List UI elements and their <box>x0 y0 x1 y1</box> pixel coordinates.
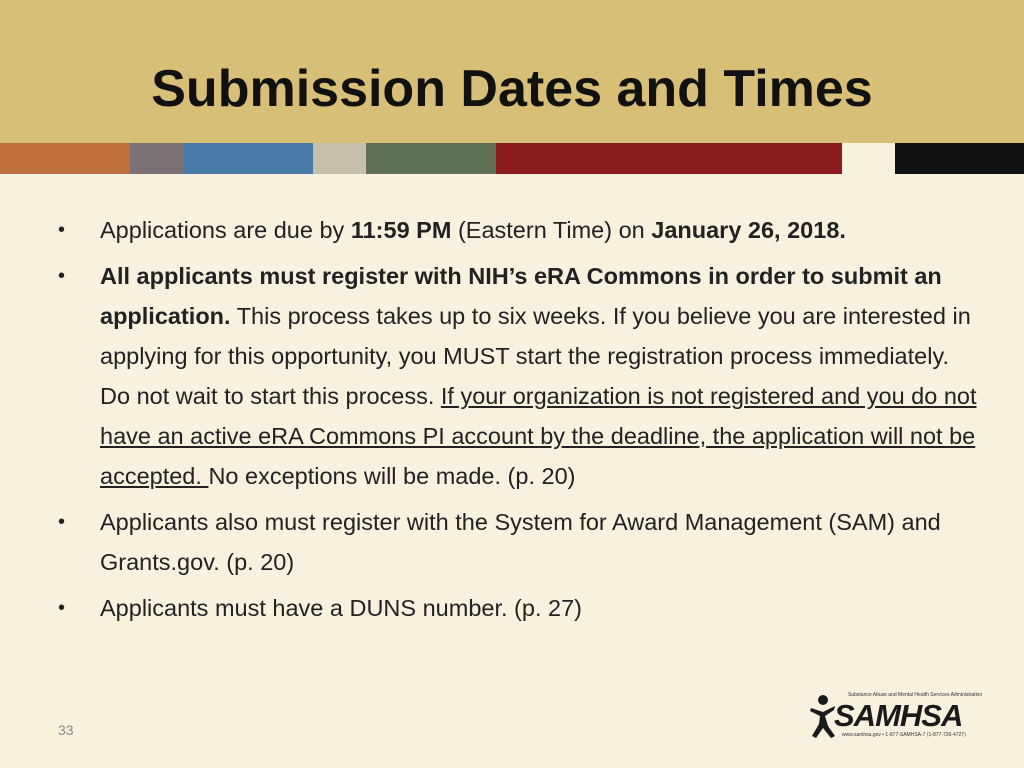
bullet-list <box>58 210 978 634</box>
stripe-segment-orange <box>0 143 130 174</box>
stripe-segment-beige <box>313 143 366 174</box>
bullet-dot <box>58 256 65 296</box>
bullet-item-sam: • Applicants also must register with the System for Award Management (SAM) and Grants.gov. (p. 20) <box>58 502 978 582</box>
color-stripe <box>0 143 1024 174</box>
stripe-segment-red <box>496 143 842 174</box>
deadline-time: 11:59 PM <box>350 217 452 243</box>
bullet-dot <box>58 210 65 250</box>
stripe-segment-black <box>895 143 1024 174</box>
bullet-dot <box>58 502 65 542</box>
stripe-segment-cream <box>842 143 895 174</box>
logo-contact: www.samhsa.gov • 1-877-SAMHSA-7 (1-877-726-4727) <box>842 732 966 738</box>
bullet-dot <box>58 588 65 628</box>
stripe-segment-blue <box>184 143 313 174</box>
header-band <box>0 0 1024 143</box>
slide-title: Submission Dates and Times <box>151 60 873 118</box>
samhsa-logo <box>808 692 983 740</box>
bullet-item-duns: • Applicants must have a DUNS number. (p. 27) <box>58 588 978 628</box>
logo-wordmark: SAMHSA <box>834 698 963 733</box>
bullet-item-deadline: • Applications are due by 11:59 PM (Eastern Time) on January 26, 2018. <box>58 210 978 250</box>
underlined-warning: If your organization is not registered and you do not have an active eRA Commons PI account by the deadline, the application will not be accepted. <box>100 383 977 489</box>
stripe-segment-green <box>366 143 496 174</box>
stripe-segment-gray <box>130 143 184 174</box>
logo-tagline: Substance Abuse and Mental Health Services Administration <box>848 692 983 698</box>
page-number: 33 <box>58 722 74 738</box>
bullet-item-era-commons: • All applicants must register with NIH’s eRA Commons in order to submit an application. This process takes up to six weeks. If you believe you are interested in applying for this opportunity, you MUST start the registration process immediately. Do not wait to start this process. If your organization is not registered and you do not have an active eRA Commons PI account by the deadline, the application will not be accepted. No exceptions will be made. (p. 20) <box>58 256 978 496</box>
deadline-date: January 26, 2018. <box>651 217 846 243</box>
